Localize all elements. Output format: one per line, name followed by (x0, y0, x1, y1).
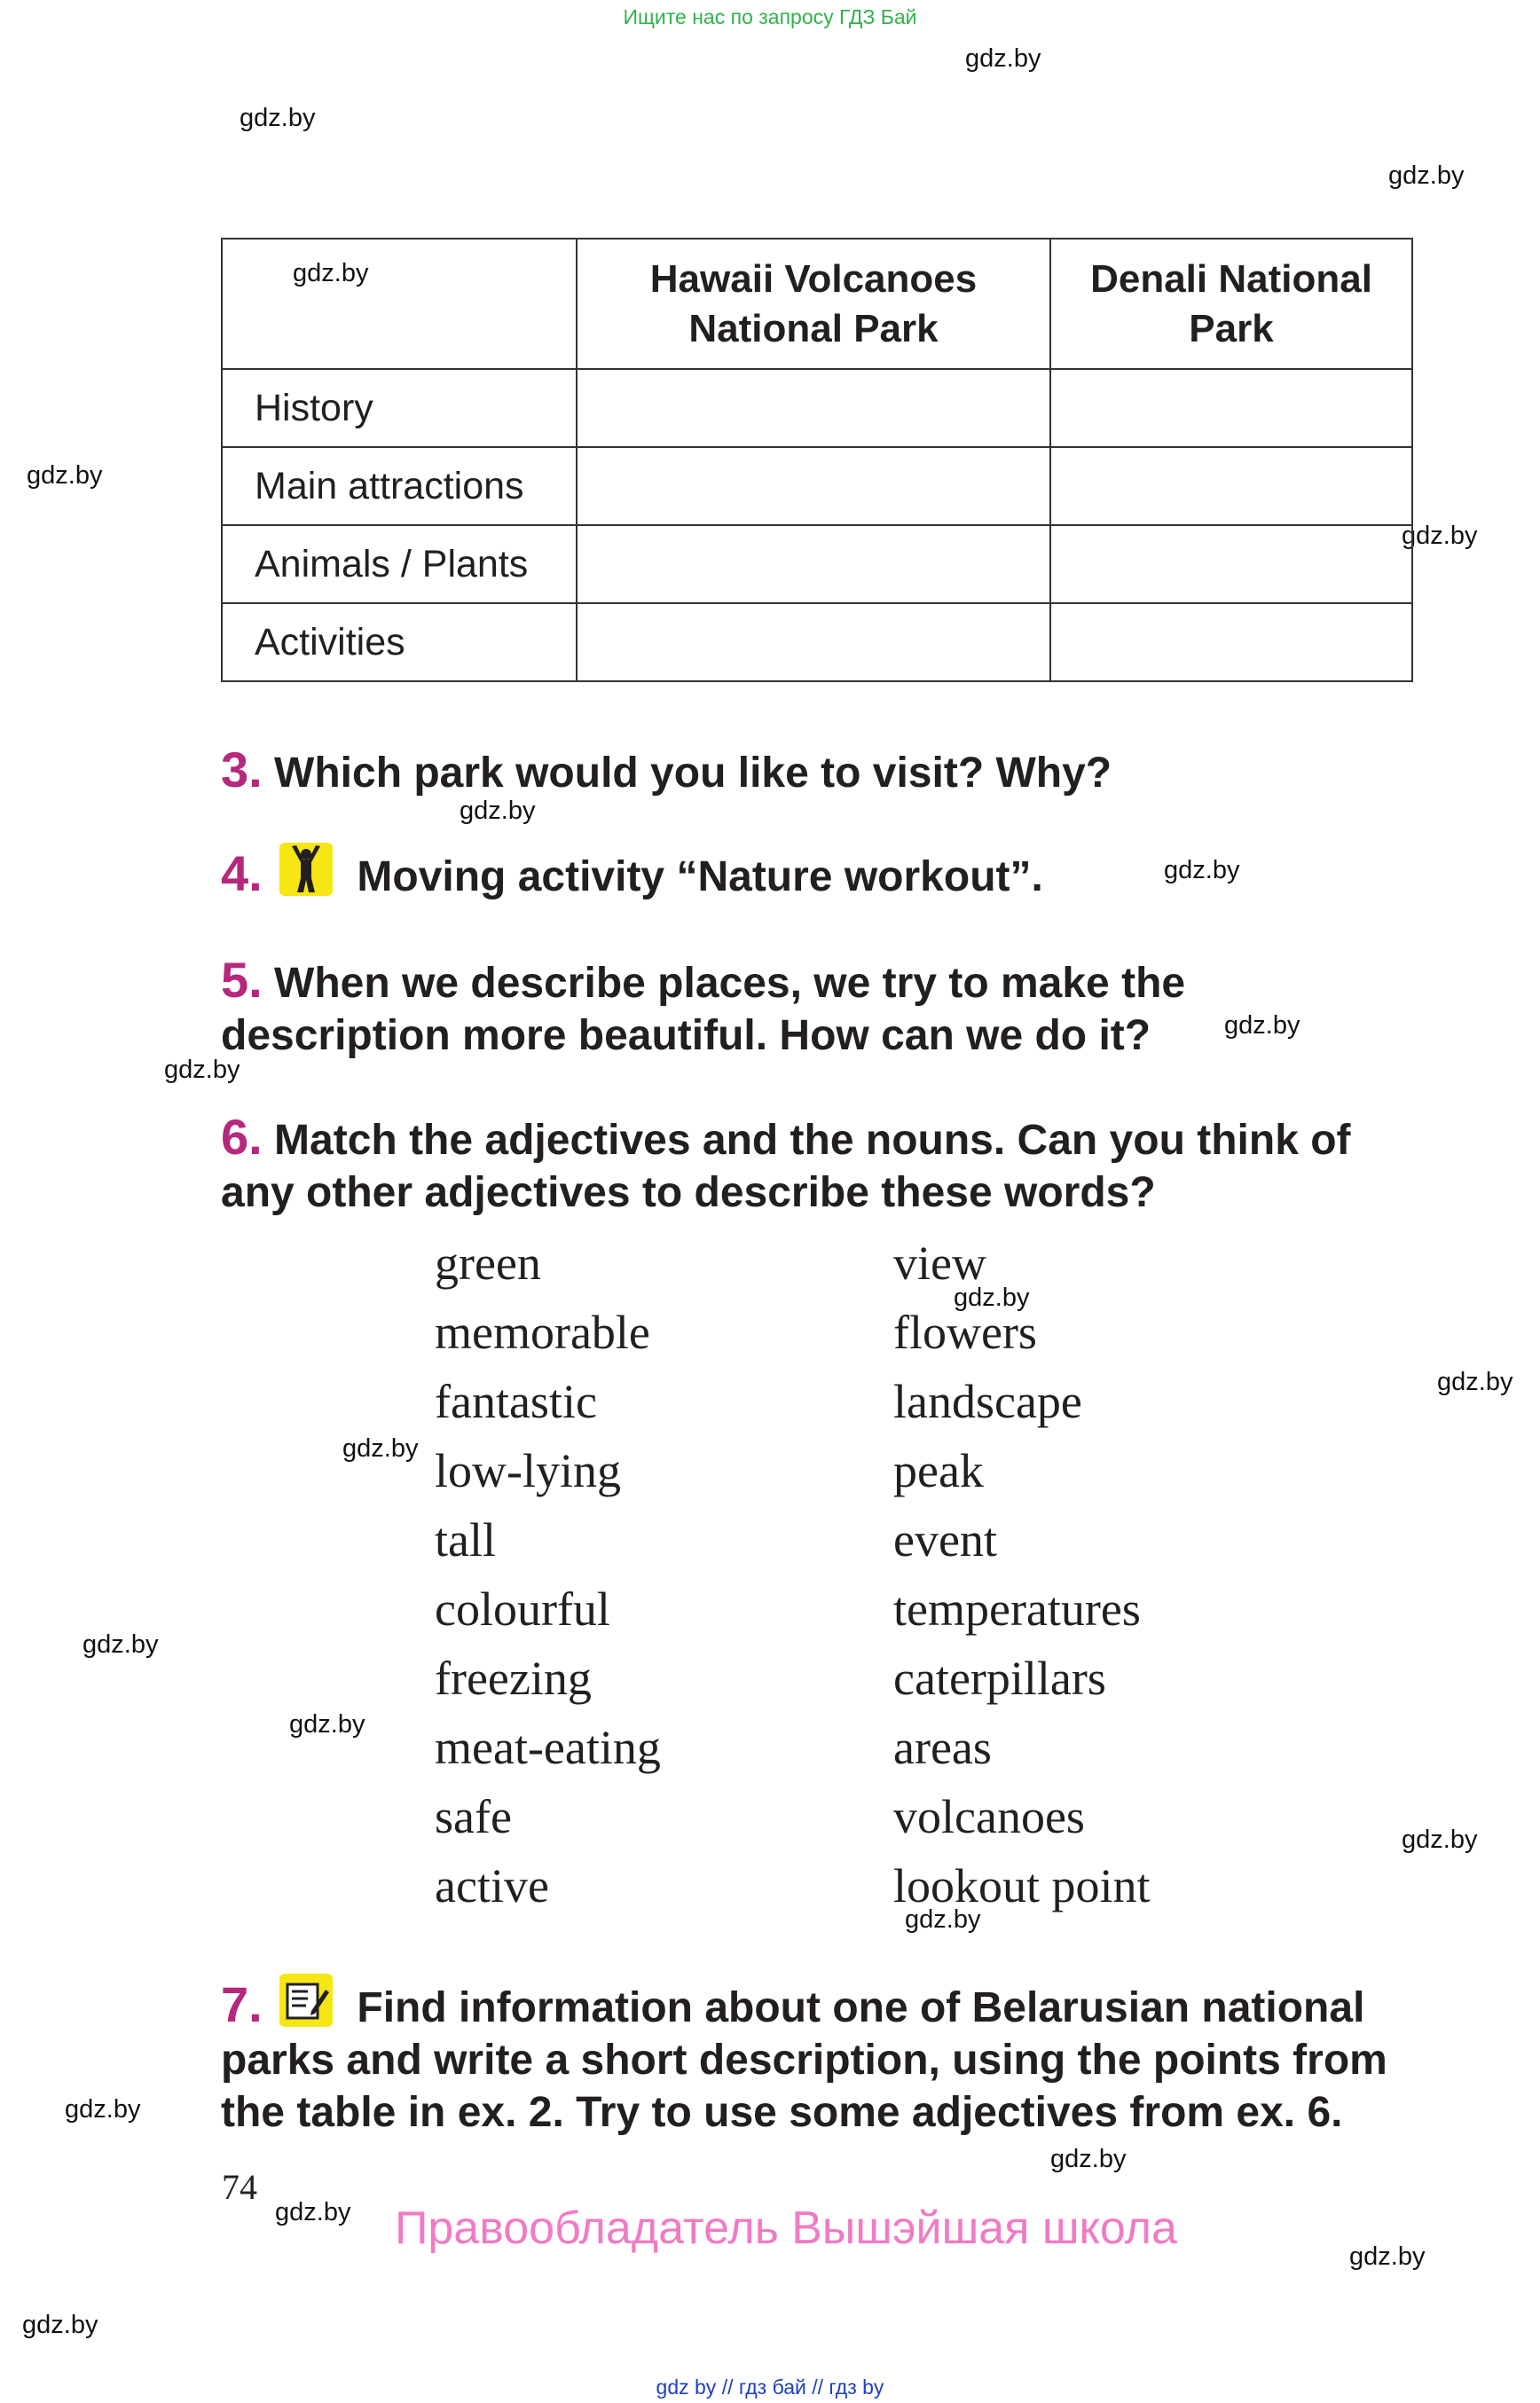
list-item: freezing (435, 1652, 592, 1705)
list-item: caterpillars (893, 1652, 1106, 1705)
list-item: volcanoes (893, 1790, 1085, 1843)
watermark: gdz.by (1402, 522, 1478, 550)
table-cell (577, 447, 1050, 525)
table-cell (577, 369, 1050, 447)
exercise-number: 5. (221, 952, 263, 1008)
watermark: gdz.by (965, 44, 1041, 73)
row-label: Activities (222, 603, 577, 681)
list-item: lookout point (893, 1859, 1151, 1912)
list-item: tall (435, 1513, 496, 1567)
watermark: gdz.by (460, 797, 536, 825)
exercise-7 (221, 1974, 1414, 2139)
table-header-cell: Denali National Park (1050, 239, 1412, 369)
list-item: view (893, 1237, 986, 1290)
watermark: gdz.by (240, 104, 316, 132)
adjectives-list (435, 1229, 661, 1920)
exercise-text: Match the adjectives and the nouns. Can you think of any other adjectives to describe these words? (221, 1117, 1351, 1216)
parks-table (221, 238, 1413, 682)
list-item: temperatures (893, 1582, 1141, 1636)
watermark: gdz.by (275, 2198, 351, 2226)
watermark: gdz.by (905, 1905, 981, 1934)
table-row (222, 447, 1412, 525)
list-item: flowers (893, 1306, 1037, 1359)
table-cell (1050, 369, 1412, 447)
list-item: peak (893, 1444, 984, 1497)
table-cell (1050, 525, 1412, 603)
row-label: Animals / Plants (222, 525, 577, 603)
watermark: gdz.by (1349, 2242, 1426, 2271)
top-banner[interactable]: Ищите нас по запросу ГДЗ Бай (623, 5, 917, 28)
watermark: gdz.by (65, 2095, 141, 2124)
table-header-cell (222, 239, 577, 369)
exercise-3 (221, 743, 1414, 799)
page-number: 74 (222, 2167, 257, 2207)
watermark: gdz.by (1402, 1826, 1478, 1854)
watermark: gdz.by (1164, 856, 1240, 884)
list-item: event (893, 1513, 997, 1567)
nouns-list (893, 1229, 1151, 1920)
watermark: gdz.by (1050, 2145, 1127, 2173)
exercise-6 (221, 1111, 1414, 1219)
exercise-number: 4. (221, 845, 263, 901)
exercise-number: 7. (221, 1976, 263, 2032)
exercise-text: Moving activity “Nature workout”. (357, 853, 1043, 900)
watermark: gdz.by (27, 461, 103, 490)
watermark: gdz.by (342, 1434, 419, 1463)
table-row (222, 525, 1412, 603)
table-cell (577, 603, 1050, 681)
table-cell (577, 525, 1050, 603)
list-item: green (435, 1237, 541, 1290)
row-label: History (222, 369, 577, 447)
watermark: gdz.by (1224, 1011, 1300, 1040)
exercise-number: 3. (221, 742, 263, 797)
list-item: meat-eating (435, 1721, 661, 1774)
table-row (222, 603, 1412, 681)
watermark: gdz.by (82, 1630, 159, 1659)
watermark: gdz.by (164, 1056, 240, 1084)
table-header-cell: Hawaii Volcanoes National Park (577, 239, 1050, 369)
list-item: low-lying (435, 1444, 621, 1497)
list-item: safe (435, 1790, 512, 1843)
watermark: gdz.by (1437, 1368, 1513, 1396)
copyright-owner: Правообладатель Вышэйшая школа (395, 2203, 1177, 2254)
list-item: colourful (435, 1582, 610, 1636)
table-row (222, 369, 1412, 447)
watermark: gdz.by (289, 1710, 365, 1739)
exercise-text: Which park would you like to visit? Why? (274, 750, 1112, 797)
exercise-4 (221, 843, 1414, 903)
writing-icon (279, 1974, 333, 2027)
exercise-number: 6. (221, 1109, 263, 1165)
row-label: Main attractions (222, 447, 577, 525)
watermark: gdz.by (954, 1284, 1030, 1312)
list-item: memorable (435, 1306, 650, 1359)
watermark: gdz.by (22, 2311, 98, 2339)
watermark: gdz.by (293, 259, 369, 287)
exercise-5 (221, 954, 1414, 1062)
watermark: gdz.by (1388, 161, 1465, 190)
list-item: fantastic (435, 1375, 597, 1428)
list-item: active (435, 1859, 549, 1912)
table-cell (1050, 447, 1412, 525)
list-item: landscape (893, 1375, 1082, 1428)
table-cell (1050, 603, 1412, 681)
footer-links[interactable]: gdz by // гдз бай // гдз by (656, 2376, 884, 2399)
table-header-row (222, 239, 1412, 369)
exercise-text: Find information about one of Belarusian national parks and write a short description, using the points from the table in ex. 2. Try to use some adjectives from ex. 6. (221, 1984, 1387, 2136)
exercise-text: When we describe places, we try to make the description more beautiful. How can we do it? (221, 960, 1186, 1059)
list-item: areas (893, 1721, 992, 1774)
running-person-icon (279, 843, 333, 896)
